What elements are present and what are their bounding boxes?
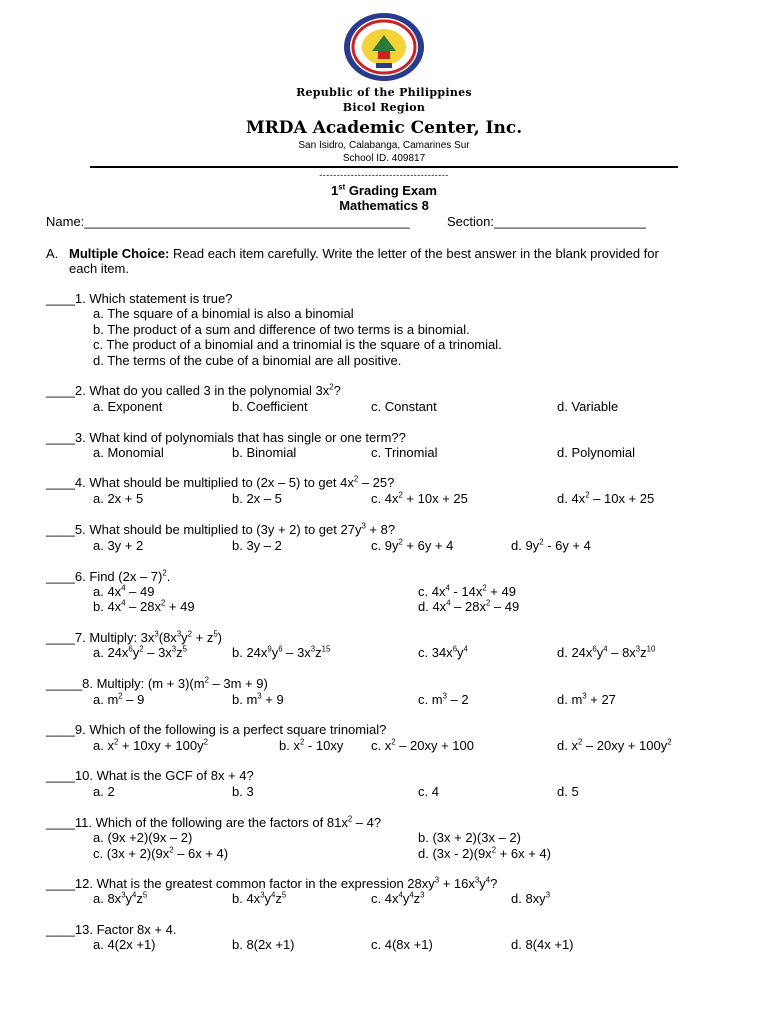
school-seal-logo xyxy=(342,11,426,83)
exam-subject: Mathematics 8 xyxy=(339,198,429,213)
instructions-line1: Multiple Choice: Read each item carefully. Write the letter of the best answer in the blank provided for xyxy=(69,246,659,261)
q4-option-d: d. $4x^2 - 10x + 25$ xyxy=(557,490,655,506)
section-field[interactable]: Section:_____________________ xyxy=(447,214,646,229)
question-2: ____2. What do you called 3 in the polynomial $3x^2$? xyxy=(46,382,341,398)
q10-option-b: b. 3 xyxy=(232,784,254,799)
school-id: School ID. 409817 xyxy=(342,153,426,164)
q8-option-c: c. $m^3 - 2$ xyxy=(418,691,469,707)
q6-option-c: c. $4x^4 - 14x^2 + 49$ xyxy=(418,583,516,599)
q7-option-c: c. $34x^6y^4$ xyxy=(418,644,468,660)
question-10: ____10. What is the GCF of 8x + 4? xyxy=(46,768,254,783)
q12-option-b: b. $4x^3y^4z^5$ xyxy=(232,890,287,906)
exam-title: 1st Grading Exam xyxy=(331,182,437,198)
q3-option-c: c. Trinomial xyxy=(371,445,438,460)
q7-option-a: a. $24x^6y^2 - 3x^3z^5$ xyxy=(93,644,187,660)
q4-option-a: a. 2x + 5 xyxy=(93,491,144,506)
instructions-letter: A. xyxy=(46,246,59,261)
q3-option-a: a. Monomial xyxy=(93,445,164,460)
q1-option-a: a. The square of a binomial is also a binomial xyxy=(93,306,354,321)
q5-option-a: a. 3y + 2 xyxy=(93,538,144,553)
q5-option-d: d. $9y^2 - 6y + 4$ xyxy=(511,537,591,553)
question-3: ____3. What kind of polynomials that has single or one term?? xyxy=(46,430,406,445)
q7-option-b: b. $24x^9y^6 - 3x^3z^{15}$ xyxy=(232,644,331,660)
q11-option-d: d. $(3x - 2)(9x^2 + 6x + 4)$ xyxy=(418,845,551,861)
q11-option-a: a. (9x +2)(9x – 2) xyxy=(93,830,193,845)
question-8: _____8. Multiply: $(m + 3)(m^2 - 3m + 9)$ xyxy=(46,675,268,691)
q8-option-a: a. $m^2 - 9$ xyxy=(93,691,145,707)
q8-option-b: b. $m^3 + 9$ xyxy=(232,691,284,707)
q2-option-d: d. Variable xyxy=(557,399,619,414)
q5-option-b: b. 3y – 2 xyxy=(232,538,282,553)
q12-option-a: a. $8x^3y^4z^5$ xyxy=(93,890,148,906)
region-text: Bicol Region xyxy=(342,101,426,114)
q4-option-c: c. $4x^2 + 10x + 25$ xyxy=(371,490,468,506)
question-1: ____1. Which statement is true? xyxy=(46,291,233,306)
question-9: ____9. Which of the following is a perfect square trinomial? xyxy=(46,722,387,737)
question-4: ____4. What should be multiplied to (2x – 5) to get $4x^2 - 25$? xyxy=(46,474,395,490)
question-13: ____13. Factor 8x + 4. xyxy=(46,922,177,937)
question-5: ____5. What should be multiplied to (3y + 2) to get $27y^3 + 8$? xyxy=(46,521,396,537)
q13-option-c: c. 4(8x +1) xyxy=(371,937,433,952)
q10-option-d: d. 5 xyxy=(557,784,579,799)
q10-option-a: a. 2 xyxy=(93,784,115,799)
q12-option-c: c. $4x^4y^4z^3$ xyxy=(371,890,425,906)
q1-option-d: d. The terms of the cube of a binomial are all positive. xyxy=(93,353,402,368)
q5-option-c: c. $9y^2 + 6y + 4$ xyxy=(371,537,454,553)
q13-option-a: a. 4(2x +1) xyxy=(93,937,156,952)
q7-option-d: d. $24x^6y^4 - 8x^3z^{10}$ xyxy=(557,644,656,660)
question-11: ____11. Which of the following are the factors of $81x^2 - 4$? xyxy=(46,814,382,830)
q3-option-d: d. Polynomial xyxy=(557,445,636,460)
q13-option-d: d. 8(4x +1) xyxy=(511,937,574,952)
q11-option-b: b. (3x + 2)(3x – 2) xyxy=(418,830,521,845)
republic-text: Republic of the Philippines xyxy=(296,86,472,99)
q9-option-b: b. $x^2 - 10xy$ xyxy=(279,737,344,753)
school-name: MRDA Academic Center, Inc. xyxy=(245,118,523,138)
q12-option-d: d. $8xy^3$ xyxy=(511,890,551,906)
header-divider xyxy=(90,166,678,168)
q1-option-c: c. The product of a binomial and a trinomial is the square of a trinomial. xyxy=(93,337,502,352)
question-12: ____12. What is the greatest common factor in the expression $28xy^3 + 16x^3y^4$? xyxy=(46,875,498,891)
q4-option-b: b. 2x – 5 xyxy=(232,491,282,506)
q10-option-c: c. 4 xyxy=(418,784,439,799)
q6-option-b: b. $4x^4 - 28x^2 + 49$ xyxy=(93,598,195,614)
instructions-line2: each item. xyxy=(69,261,129,276)
q9-option-a: a. $x^2 + 10xy + 100y^2$ xyxy=(93,737,208,753)
q2-option-b: b. Coefficient xyxy=(232,399,308,414)
name-field[interactable]: Name:_____________________________________________ xyxy=(46,214,410,229)
q1-option-b: b. The product of a sum and difference of two terms is a binomial. xyxy=(93,322,470,337)
dashed-divider: ------------------------------------- xyxy=(319,170,449,180)
q13-option-b: b. 8(2x +1) xyxy=(232,937,295,952)
q11-option-c: c. $(3x + 2)(9x^2 - 6x + 4)$ xyxy=(93,845,229,861)
q2-option-c: c. Constant xyxy=(371,399,437,414)
q9-option-d: d. $x^2 - 20xy + 100y^2$ xyxy=(557,737,672,753)
school-address: San Isidro, Calabanga, Camarines Sur xyxy=(298,140,470,151)
q3-option-b: b. Binomial xyxy=(232,445,297,460)
question-6: ____6. Find (2x – 7)$^2$. xyxy=(46,568,171,584)
q8-option-d: d. $m^3 + 27$ xyxy=(557,691,616,707)
q6-option-d: d. $4x^4 - 28x^2 - 49$ xyxy=(418,598,520,614)
question-7: ____7. Multiply: $3x^3(8x^3y^2 + z^5)$ xyxy=(46,629,223,645)
q6-option-a: a. $4x^4 - 49$ xyxy=(93,583,155,599)
q2-option-a: a. Exponent xyxy=(93,399,163,414)
q9-option-c: c. $x^2 - 20xy + 100$ xyxy=(371,737,474,753)
